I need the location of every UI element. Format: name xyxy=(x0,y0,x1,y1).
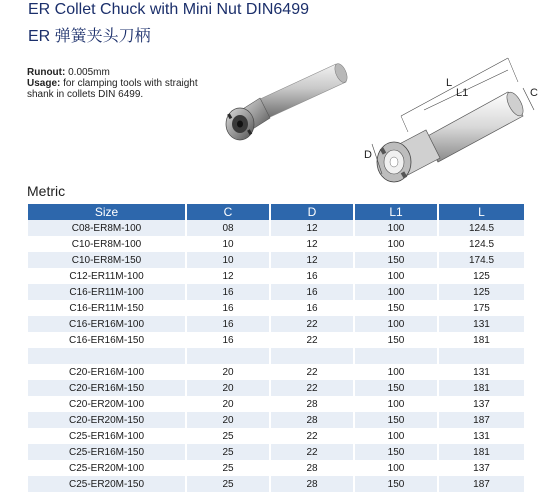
table-cell-c: 20 xyxy=(186,364,270,380)
table-cell-c: 16 xyxy=(186,284,270,300)
table-cell-c: 20 xyxy=(186,380,270,396)
table-row xyxy=(28,252,524,268)
table-cell-l1 xyxy=(354,348,438,364)
table-row xyxy=(28,444,524,460)
table-cell-l1: 100 xyxy=(354,364,438,380)
table-cell-c: 25 xyxy=(186,476,270,492)
dim-label-l1: L1 xyxy=(456,87,469,99)
table-row xyxy=(28,396,524,412)
table-row xyxy=(28,332,524,348)
table-cell-c: 16 xyxy=(186,316,270,332)
runout-value: 0.005mm xyxy=(65,67,110,78)
table-cell-d: 28 xyxy=(270,460,354,476)
tool-technical-drawing xyxy=(364,58,538,182)
table-cell-c: 25 xyxy=(186,444,270,460)
table-cell-l1: 150 xyxy=(354,332,438,348)
page-title: ER Collet Chuck with Mini Nut DIN6499 xyxy=(28,1,309,18)
table-cell-d: 12 xyxy=(270,236,354,252)
table-cell-d: 22 xyxy=(270,316,354,332)
table-cell-d: 28 xyxy=(270,476,354,492)
section-title-metric: Metric xyxy=(27,183,66,199)
table-cell-size: C25-ER16M-100 xyxy=(28,428,186,444)
table-cell-l: 137 xyxy=(438,396,524,412)
table-cell-d: 22 xyxy=(270,380,354,396)
usage-label: Usage: xyxy=(27,78,61,89)
table-cell-l1: 100 xyxy=(354,460,438,476)
table-cell-l1: 150 xyxy=(354,476,438,492)
table-row xyxy=(28,220,524,236)
table-header-row xyxy=(28,204,524,220)
table-cell-c: 10 xyxy=(186,252,270,268)
table-cell-size: C20-ER16M-150 xyxy=(28,380,186,396)
table-row xyxy=(28,476,524,492)
table-cell-c: 20 xyxy=(186,412,270,428)
table-cell-d: 22 xyxy=(270,444,354,460)
table-cell-d: 28 xyxy=(270,412,354,428)
table-row xyxy=(28,460,524,476)
table-cell-l: 174.5 xyxy=(438,252,524,268)
table-cell-size: C08-ER8M-100 xyxy=(28,220,186,236)
dimension-table-wrap xyxy=(28,204,524,492)
table-cell-l xyxy=(438,348,524,364)
table-cell-l1: 150 xyxy=(354,300,438,316)
table-cell-c: 16 xyxy=(186,332,270,348)
table-cell-d: 12 xyxy=(270,220,354,236)
table-cell-c: 12 xyxy=(186,268,270,284)
table-cell-l: 181 xyxy=(438,444,524,460)
table-cell-c: 25 xyxy=(186,428,270,444)
column-header-c: C xyxy=(186,204,270,220)
table-cell-size: C20-ER16M-100 xyxy=(28,364,186,380)
table-cell-l1: 100 xyxy=(354,220,438,236)
table-cell-l1: 150 xyxy=(354,252,438,268)
table-cell-l1: 100 xyxy=(354,236,438,252)
table-cell-l: 131 xyxy=(438,428,524,444)
table-row xyxy=(28,300,524,316)
table-row xyxy=(28,428,524,444)
table-cell-size: C12-ER11M-100 xyxy=(28,268,186,284)
table-cell-size: C16-ER16M-100 xyxy=(28,316,186,332)
table-cell-size: C10-ER8M-100 xyxy=(28,236,186,252)
table-cell-l1: 100 xyxy=(354,268,438,284)
table-cell-l1: 150 xyxy=(354,412,438,428)
table-cell-size: C20-ER20M-150 xyxy=(28,412,186,428)
table-cell-l1: 150 xyxy=(354,444,438,460)
table-cell-l: 124.5 xyxy=(438,236,524,252)
collet-chuck-drawing xyxy=(218,52,540,192)
table-cell-d: 12 xyxy=(270,252,354,268)
table-cell-size xyxy=(28,348,186,364)
runout-line xyxy=(27,67,227,78)
table-cell-d: 22 xyxy=(270,332,354,348)
table-cell-size: C25-ER20M-150 xyxy=(28,476,186,492)
table-cell-l: 187 xyxy=(438,412,524,428)
table-row xyxy=(28,364,524,380)
table-cell-l1: 100 xyxy=(354,284,438,300)
table-cell-l: 187 xyxy=(438,476,524,492)
table-cell-l1: 150 xyxy=(354,380,438,396)
table-cell-d xyxy=(270,348,354,364)
table-cell-size: C16-ER11M-150 xyxy=(28,300,186,316)
table-cell-size: C16-ER16M-150 xyxy=(28,332,186,348)
table-cell-d: 22 xyxy=(270,364,354,380)
table-cell-c: 20 xyxy=(186,396,270,412)
column-header-d: D xyxy=(270,204,354,220)
table-row xyxy=(28,412,524,428)
dim-label-l: L xyxy=(446,77,453,89)
table-row xyxy=(28,268,524,284)
table-cell-d: 16 xyxy=(270,300,354,316)
column-header-l1: L1 xyxy=(354,204,438,220)
table-row xyxy=(28,236,524,252)
table-cell-size: C25-ER16M-150 xyxy=(28,444,186,460)
table-cell-l: 131 xyxy=(438,316,524,332)
table-cell-l: 181 xyxy=(438,332,524,348)
dimension-table xyxy=(28,204,524,492)
runout-label: Runout: xyxy=(27,67,66,78)
table-cell-l: 137 xyxy=(438,460,524,476)
dim-label-d: D xyxy=(364,149,372,161)
table-cell-l: 125 xyxy=(438,284,524,300)
table-cell-size: C16-ER11M-100 xyxy=(28,284,186,300)
table-cell-c: 25 xyxy=(186,460,270,476)
table-cell-l: 125 xyxy=(438,268,524,284)
table-cell-l: 131 xyxy=(438,364,524,380)
column-header-l: L xyxy=(438,204,524,220)
table-cell-l1: 100 xyxy=(354,396,438,412)
dim-label-c: C xyxy=(530,87,538,99)
table-cell-c: 10 xyxy=(186,236,270,252)
table-cell-l: 124.5 xyxy=(438,220,524,236)
table-cell-d: 16 xyxy=(270,268,354,284)
table-row xyxy=(28,316,524,332)
column-header-size: Size xyxy=(28,204,186,220)
table-row xyxy=(28,284,524,300)
page-subtitle-cn: ER 弹簧夹头刀柄 xyxy=(28,28,151,45)
table-cell-size: C20-ER20M-100 xyxy=(28,396,186,412)
table-cell-l1: 100 xyxy=(354,316,438,332)
table-row xyxy=(28,380,524,396)
table-cell-size: C10-ER8M-150 xyxy=(28,252,186,268)
table-cell-d: 28 xyxy=(270,396,354,412)
table-cell-l: 175 xyxy=(438,300,524,316)
table-cell-d: 16 xyxy=(270,284,354,300)
table-cell-c xyxy=(186,348,270,364)
usage-value: for clamping tools with straight shank in collets DIN 6499. xyxy=(27,78,198,100)
table-cell-c: 08 xyxy=(186,220,270,236)
table-cell-size: C25-ER20M-100 xyxy=(28,460,186,476)
table-cell-l: 181 xyxy=(438,380,524,396)
spec-block xyxy=(27,67,227,100)
table-cell-c: 16 xyxy=(186,300,270,316)
usage-line xyxy=(27,78,227,100)
table-cell-l1: 100 xyxy=(354,428,438,444)
tool-photo xyxy=(226,62,350,140)
table-cell-d: 22 xyxy=(270,428,354,444)
table-separator-row xyxy=(28,348,524,364)
table-body xyxy=(28,220,524,492)
